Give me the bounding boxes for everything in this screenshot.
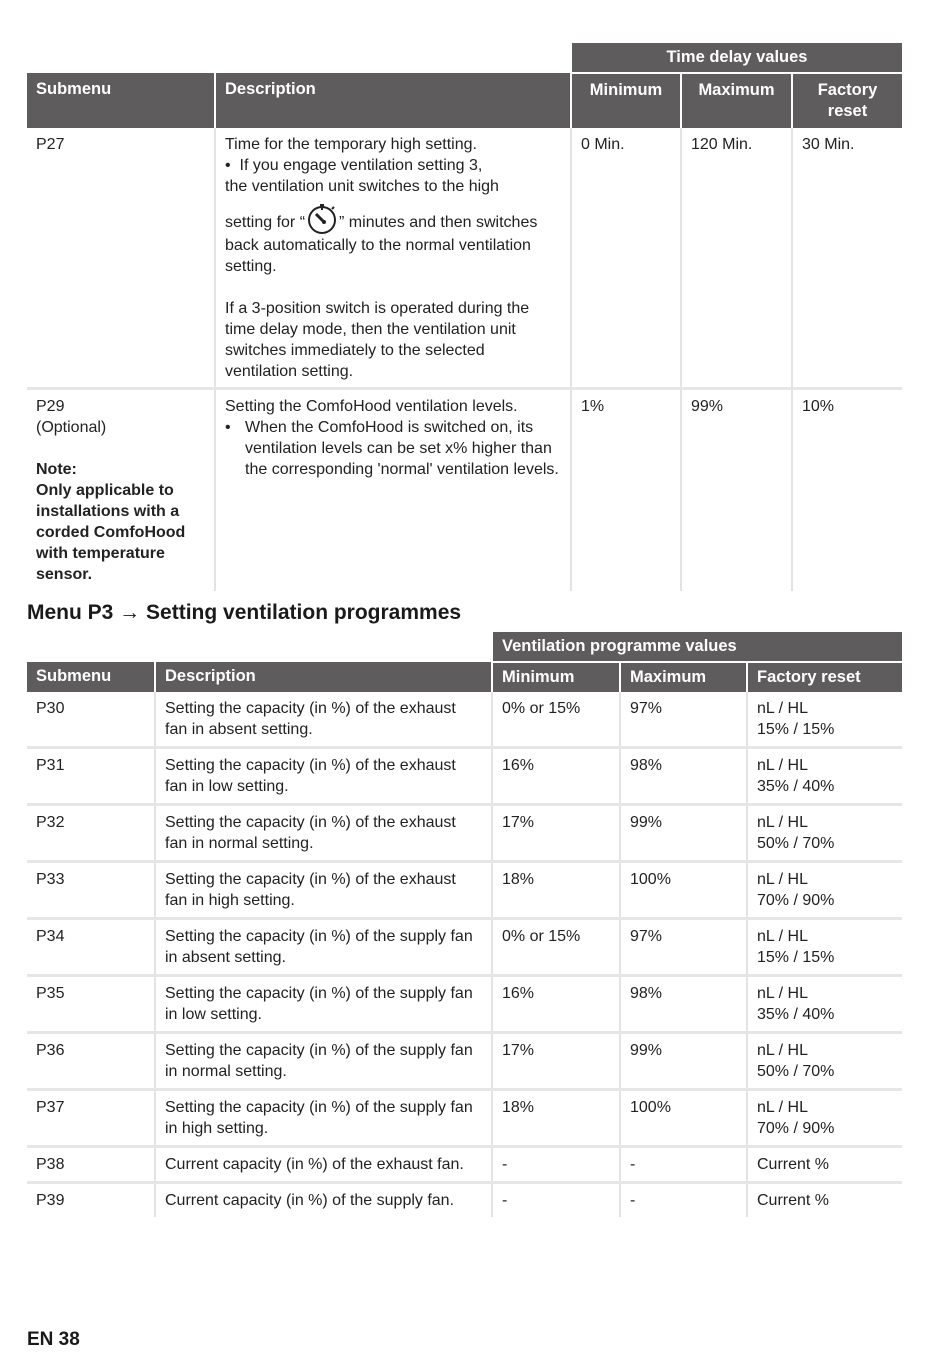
description-cell <box>215 128 571 389</box>
description-cell: Setting the capacity (in %) of the supply fan in low setting. <box>155 976 492 1033</box>
maximum-cell: 99% <box>681 389 792 592</box>
factory-reset-cell: Current % <box>747 1183 902 1218</box>
table-row <box>27 1033 902 1090</box>
maximum-cell: 98% <box>620 748 747 805</box>
submenu-cell: P27 <box>27 128 215 389</box>
table-row <box>27 805 902 862</box>
factory-reset-cell: nL / HL 70% / 90% <box>747 862 902 919</box>
minimum-cell: 0% or 15% <box>492 919 620 976</box>
maximum-cell: 100% <box>620 1090 747 1147</box>
table-row <box>27 1090 902 1147</box>
table-row <box>27 748 902 805</box>
description-cell: Current capacity (in %) of the supply fan. <box>155 1183 492 1218</box>
ventilation-programme-table <box>27 632 902 1217</box>
page-number: EN 38 <box>27 1329 80 1350</box>
time-delay-table <box>27 43 902 591</box>
maximum-cell: - <box>620 1147 747 1183</box>
table-row <box>27 128 902 389</box>
maximum-cell: 100% <box>620 862 747 919</box>
table-row <box>27 976 902 1033</box>
description-text: Time for the temporary high setting. <box>225 136 477 153</box>
submenu-cell: P32 <box>27 805 155 862</box>
maximum-cell: 97% <box>620 919 747 976</box>
minimum-cell: - <box>492 1147 620 1183</box>
maximum-cell: 98% <box>620 976 747 1033</box>
group-header: Ventilation programme values <box>492 632 902 662</box>
description-text: ” minutes and then switches back automatically to the normal ventilation setting. <box>225 214 538 275</box>
maximum-cell: - <box>620 1183 747 1218</box>
description-cell: Setting the capacity (in %) of the exhaust fan in low setting. <box>155 748 492 805</box>
factory-reset-cell: nL / HL 70% / 90% <box>747 1090 902 1147</box>
stopwatch-icon <box>305 203 339 235</box>
group-header: Time delay values <box>571 43 902 73</box>
submenu-cell: P37 <box>27 1090 155 1147</box>
note-title: Note: <box>36 461 77 478</box>
factory-reset-cell: 30 Min. <box>792 128 902 389</box>
description-cell: Setting the capacity (in %) of the supply fan in normal setting. <box>155 1033 492 1090</box>
minimum-cell: 16% <box>492 976 620 1033</box>
description-cell: Current capacity (in %) of the exhaust fan. <box>155 1147 492 1183</box>
description-cell <box>215 389 571 592</box>
note-body: Only applicable to installations with a corded ComfoHood with temperature sensor. <box>36 482 186 583</box>
submenu-cell: P39 <box>36 1192 65 1209</box>
optional-label: (Optional) <box>36 419 107 436</box>
description-text: If a 3-position switch is operated during the time delay mode, then the ventilation unit switches immediately to the selected ventilation setting. <box>225 300 530 380</box>
bullet-text: If you engage ventilation setting 3, <box>239 157 483 174</box>
maximum-cell: 120 Min. <box>681 128 792 389</box>
section-title: Menu P3 → Setting ventilation programmes <box>27 601 462 624</box>
header-maximum: Maximum <box>620 662 747 692</box>
submenu-cell: P38 <box>27 1147 155 1183</box>
table-group-header-row <box>27 632 902 662</box>
factory-reset-cell: nL / HL 15% / 15% <box>747 692 902 748</box>
table-header-row <box>27 73 902 128</box>
factory-reset-cell: 10% <box>792 389 902 592</box>
header-submenu: Submenu <box>27 662 155 692</box>
factory-reset-cell: nL / HL 35% / 40% <box>747 976 902 1033</box>
description-cell: Setting the capacity (in %) of the exhaust fan in high setting. <box>155 862 492 919</box>
minimum-cell: 18% <box>492 1090 620 1147</box>
minimum-cell: - <box>492 1183 620 1218</box>
table-row <box>27 919 902 976</box>
description-cell: Setting the capacity (in %) of the exhaust fan in absent setting. <box>155 692 492 748</box>
minimum-cell: 16% <box>492 748 620 805</box>
factory-reset-cell: Current % <box>747 1147 902 1183</box>
submenu-cell: P36 <box>27 1033 155 1090</box>
minimum-cell: 1% <box>571 389 681 592</box>
header-minimum: Minimum <box>492 662 620 692</box>
description-text-with-icon <box>225 203 561 277</box>
table-row <box>27 1147 902 1183</box>
submenu-text: P29 <box>36 398 65 415</box>
maximum-cell: 99% <box>620 805 747 862</box>
maximum-cell: 99% <box>620 1033 747 1090</box>
description-cell: Setting the capacity (in %) of the exhaust fan in normal setting. <box>155 805 492 862</box>
maximum-cell: 97% <box>620 692 747 748</box>
factory-reset-cell: nL / HL 50% / 70% <box>747 1033 902 1090</box>
factory-reset-cell: nL / HL 15% / 15% <box>747 919 902 976</box>
minimum-cell: 0 Min. <box>571 128 681 389</box>
bullet-item <box>225 155 561 176</box>
bullet-text: When the ComfoHood is switched on, its ventilation levels can be set x% higher than the corresponding 'normal' ventilation levels. <box>245 419 559 478</box>
description-cell: Setting the capacity (in %) of the supply fan in high setting. <box>155 1090 492 1147</box>
header-submenu: Submenu <box>27 73 215 128</box>
table-row <box>27 862 902 919</box>
table-body <box>27 692 902 1217</box>
minimum-cell: 17% <box>492 1033 620 1090</box>
bullet-glyph: • <box>225 419 231 436</box>
description-cell: Setting the capacity (in %) of the supply fan in absent setting. <box>155 919 492 976</box>
table-group-header-row <box>27 43 902 73</box>
submenu-cell: P31 <box>27 748 155 805</box>
submenu-cell: P33 <box>27 862 155 919</box>
header-description: Description <box>215 73 571 128</box>
submenu-cell <box>27 389 215 592</box>
submenu-cell: P34 <box>27 919 155 976</box>
bullet-glyph: • <box>225 157 240 174</box>
factory-reset-cell: nL / HL 35% / 40% <box>747 748 902 805</box>
table-row <box>27 692 902 748</box>
submenu-cell: P35 <box>27 976 155 1033</box>
submenu-cell: P30 <box>27 692 155 748</box>
header-factory-reset: Factory reset <box>747 662 902 692</box>
table-header-row <box>27 662 902 692</box>
minimum-cell: 18% <box>492 862 620 919</box>
minimum-cell: 0% or 15% <box>492 692 620 748</box>
description-text: Setting the ComfoHood ventilation levels. <box>225 398 518 415</box>
description-text: the ventilation unit switches to the high <box>225 178 499 195</box>
table-row <box>27 389 902 592</box>
header-factory-reset: Factory reset <box>792 73 902 128</box>
header-minimum: Minimum <box>571 73 681 128</box>
bullet-item <box>225 417 561 480</box>
description-text: setting for “ <box>225 214 306 231</box>
factory-reset-cell: nL / HL 50% / 70% <box>747 805 902 862</box>
minimum-cell: 17% <box>492 805 620 862</box>
header-description: Description <box>155 662 492 692</box>
table-row <box>27 1183 902 1218</box>
header-maximum: Maximum <box>681 73 792 128</box>
